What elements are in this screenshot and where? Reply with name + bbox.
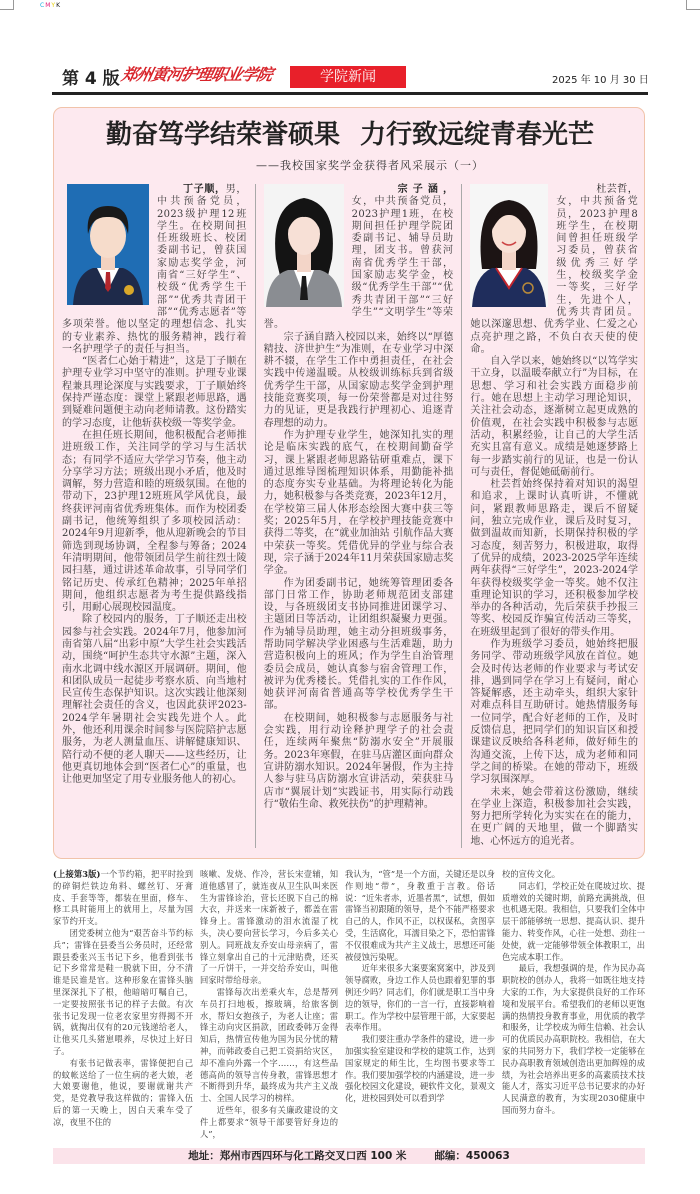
cmyk-c: C [40, 2, 46, 9]
paragraph: 同志们，学校正处在爬坡过坎、提质增效的关键时期，前路充满挑战，但也机遇无限。我相信，只要我们全体中层干部能够统一思想、提高认识、提升能力、转变作风，心往一处想、劲往一处使，就一定能够带领全体教职工，出色完成本职工作。 [502, 880, 645, 962]
student-name-3: 杜芸哲， [596, 184, 638, 195]
footer-address: 地址：郑州市西四环与化工路交叉口西 100 米 [188, 1150, 407, 1163]
paragraph: 我们要注重办学条件的建设，进一步加强实验室建设和学校的建筑工作，达到国家规定的师生比，生均图书要求等工作。我们要加强学校的内涵建设，进一步强化校园文化建设，硬软件文化，景观文化，进校园到处可以看到学 [345, 1034, 495, 1104]
feature-columns [62, 184, 638, 848]
student-name-1: 丁子顺， [183, 184, 226, 195]
feature-title [62, 118, 638, 152]
paragraph: 团党委树立他为“艰苦奋斗节约标兵”；雷锋在县委当公务员时，还经常跟县委张兴玉书记下乡，他看到张书记下乡常常是鞋一脱就下田，分不清谁是民谁是官。这种形象在雷锋头脑里深深扎下了根，他暗暗叮嘱自己，一定要按照张书记的样子去做。有次张书记发现一位老农家里穷得揭不开锅，就掏出仅有的20元钱递给老人，让他买几头猪崽喂养，尽快过上好日子。 [53, 928, 193, 1056]
edition-number: 第 4 版 [62, 69, 120, 89]
paragraph: 除了校园内的服务，丁子顺还走出校园参与社会实践。2024年7月，他参加河南省第八届“出彩中原”大学生社会实践活动，围绕“呵护生态共守水源”主题，深入南水北调中线水源区开展调研。期间，他和团队成员一起徒步考察水质、向当地村民宣传生态保护知识。这次实践让他深刻理解社会责任的含义，也因此获评2023-2024学年暑期社会实践先进个人。此外，他还利用课余时间参与医院陪护志愿服务，为老人测量血压、讲解健康知识、陪行动不便的老人聊天——这些经历，让他更真切地体会到“医者仁心”的重量，也让他更加坚定了用专业服务他人的初心。 [62, 614, 247, 786]
student-intro-text: 男，中共预备党员，2023级护理12班学生。在校期间担任班级班长、校团委副书记，曾获国家励志奖学金，河南省“三好学生”、校级“优秀学生干部”“优秀共青团干部”“优秀志愿者”等多项荣誉。他以坚定的理想信念、扎实的专业素养、热忱的服务精神，践行着一名护理学子的责任与担当。 [62, 184, 247, 355]
paragraph [53, 869, 193, 928]
paragraph: 作为班级学习委员，她始终把服务同学、带动班级学风放在首位。她会及时传达老师的作业要求与考试安排，遇到同学在学习上有疑问，耐心答疑解惑，还主动牵头，组织大家针对难点科目互助研讨。她热情服务每一位同学，配合好老师的工作，及时反馈信息，把同学们的知识盲区和授课建议反映给各科老师，做好师生的沟通交流，上传下达，成为老师和同学之间的桥梁。在她的带动下，班级学习氛围深厚。 [470, 638, 638, 786]
jump-label[interactable]: (上接第3版) [53, 869, 101, 880]
paragraph: 未来，她会带着这份激励，继续在学业上深造，积极参加社会实践，努力把所学转化为实实在在的能力，在更广阔的天地里，做一个脚踏实地、心怀远方的追光者。 [470, 786, 638, 847]
feature-panel [53, 107, 645, 859]
student-name-2: 宗子涵， [397, 184, 454, 195]
paragraph: 作为团委副书记，她统筹管理团委各部门日常工作，协助老师规范团支部建设，与各班级团支书协同推进团课学习、主题团日等活动，让团组织凝聚力更强。作为辅导员助理，她主动分担班级事务，帮助同学解决学业困惑与生活难题，助力营造积极向上的班风；作为学生自治管理委员会成员，她认真参与宿舍管理工作，被评为优秀楼长。凭借扎实的工作作风，她获评河南省普通高等学校优秀学生干部。 [263, 577, 454, 712]
student-photo-3 [470, 184, 548, 307]
feature-subtitle: ——我校国家奖学金获得者风采展示（一） [256, 159, 484, 172]
crop-mark [0, 0, 14, 10]
student-photo-2 [264, 184, 344, 307]
continued-column-2 [200, 869, 338, 1140]
footer-postcode: 邮编：450063 [434, 1150, 510, 1163]
paragraph: 在担任班长期间，他积极配合老师推进班级工作，关注同学的学习与生活状态；有同学不适应大学学习节奏，他主动分享学习方法；班级出现小矛盾，他及时调解，努力营造和睦的班级氛围。在他的带动下，23护理12班班风学风优良，最终获评河南省优秀班集体。而作为校团委副书记，他统筹组织了多项校园活动：2024年9月迎新季，他从迎新晚会的节目筛选到现场协调，全程参与筹备；2024年清明期间，他带领团员学生前往烈士陵园扫墓，通过讲述革命故事，引导同学们铭记历史、传承红色精神；2025年单招期间，他组织志愿者为考生提供路线指引，用耐心展现校园温度。 [62, 429, 247, 614]
paragraph: 校的宣传文化。 [502, 869, 561, 880]
cmyk-m: M [45, 2, 52, 9]
paragraph: “医者仁心始于精进”，这是丁子顺在护理专业学习中坚守的准则。护理专业课程兼具理论深度与实践要求，丁子顺始终保持严谨态度：课堂上紧跟老师思路，遇到疑难问题便主动向老师请教。这份踏实的学习态度，让他斩获校级一等奖学金。 [62, 356, 247, 429]
paragraph: 最后，我想强调的是，作为民办高职院校的创办人，我将一如既往地支持大家的工作，为大家提供良好的工作环境和发展平台。希望我们的老师以更饱满的热情投身教育事业，用优质的教学和服务，让学校成为师生信赖、社会认可的优质民办高职院校。我相信，在大家的共同努力下，我们学校一定能够在民办高职教育领域创造出更加辉煌的成绩，为社会培养出更多的高素质技术技能人才，落实习近平总书记要求的办好人民满意的教育，为实现2030健康中国而努力奋斗。 [502, 963, 645, 1115]
paragraph-text: 一个节约箱，把平时捡到的碎铜烂铁边角料、螺丝钉、牙膏皮、手套等等，都装在里面，修车、修工具时能用上的就用上，尽量为国家节约开支。 [53, 869, 194, 927]
crop-mark [686, 0, 700, 10]
paragraph: 近年来很多大案要案窝案中，涉及到领导腐败，身边工作人员也跟着犯罪的事例还少吗？同志们，你们就是职工当中身边的领导，你们的一言一行，直接影响着职工。作为学校中层管理干部，大家要起表率作用。 [345, 963, 495, 1033]
student-column-3 [470, 184, 638, 848]
paragraph: 自入学以来，她始终以“以笃学实干立身，以温暖奉献立行”为目标，在思想、学习和社会实践方面稳步前行。她在思想上主动学习理论知识，关注社会动态，逐渐树立起更成熟的价值观，在社会实践中积极参与志愿活动，积累经验，让自己的大学生活充实且富有意义。成绩是她逐梦路上每一步踏实前行的见证，也是一份认可与责任，督促她砥砺前行。 [470, 356, 638, 478]
section-label: 学院新闻 [290, 66, 406, 88]
paragraph: 在校期间，她积极参与志愿服务与社会实践，用行动诠释护理学子的社会责任，连续两年聚焦“防溺水安全”开展服务。2023年寒假，在驻马店灌区面向群众宣讲防溺水知识。2024年暑假，作为主持人参与驻马店防溺水宣讲活动，荣获驻马店市“翼展计划”实践证书，用实际行动践行“敬佑生命、救死扶伤”的护理精神。 [263, 712, 454, 810]
continued-column-4 [502, 869, 645, 1117]
cmyk-y: Y [51, 2, 57, 9]
title-part-2: 力行致远绽青春光芒 [360, 120, 595, 150]
student-photo-1 [67, 184, 149, 305]
paragraph: 有张书记做表率，雷锋便把自己的蚊帐送给了一位生病的老大娘，老大娘要谢他，他说，要谢就谢共产党，是党教导我这样做的；雷锋入伍后的第一天晚上，因白天乘车受了凉，夜里不住的 [53, 1057, 193, 1127]
paragraph: 杜芸哲始终保持着对知识的渴望和追求，上课时认真听讲，不懂就问，紧跟教师思路走，课后不留疑问，独立完成作业，课后及时复习，做到温故而知新，长期保持积极的学习态度，刻苦努力，积极进取，取得了优异的成绩，2023-2025学年连续两年获得“三好学生”，2023-2024学年获得校级奖学金一等奖。她不仅注重理论知识的学习，还积极参加学校举办的各种活动，先后荣获手抄报三等奖、校园反诈骗宣传活动三等奖，在班级里起到了很好的带头作用。 [470, 479, 638, 638]
paragraph: 咳嗽、发烧、作冷，营长宋壹辅，知道他感冒了，就连夜从卫生队叫来医生为雷锋诊治，营长还脱下自己的棉大衣，并送来一床新被子，都盖在雷锋身上。雷锋激动的泪水流湿了枕头，决心要向营长学习，今后多关心别人。同班战友乔安山母亲病了，雷锋立刻拿出自己的十元津贴费，还买了一斤饼干，一并交给乔安山，叫他回家时带给母亲。 [200, 869, 338, 986]
continued-column-3 [345, 869, 495, 1105]
issue-date: 2025 年 10 月 30 日 [552, 75, 649, 86]
footer-bar [53, 1148, 645, 1164]
page-body [53, 0, 645, 1194]
continued-article [53, 869, 645, 1140]
student-intro-text: 女，中共预备党员，2023护理1班，在校期间担任护理学院团委副书记、辅导员助理，团支书。曾获河南省优秀学生干部，国家励志奖学金，校级“优秀学生干部”“优秀共青团干部”“三好学生”“文明学生”等荣誉。 [263, 196, 454, 331]
paragraph: 作为护理专业学生，她深知扎实的理论是临床实践的底气，在校期间勤奋学习，课上紧跟老师思路钻研重难点，课下通过思维导图梳理知识体系，用勤能补拙的态度夯实专业基础。为将理论转化为能力，她积极参与各类竞赛，2023年12月，在学校第三届人体形态绘图大赛中获三等奖；2025年5月，在学校护理技能竞赛中获得二等奖，在“就业加油站 引航作品大赛中荣获一等奖。凭借优异的学业与综合表现，宗子涵于2024年11月荣获国家励志奖学金。 [263, 429, 454, 577]
paragraph: 近些年，很多有关廉政建设的文件上都要求“领导干部要管好身边的人”， [200, 1104, 338, 1139]
student-column-2 [264, 184, 454, 848]
paragraph: 雷锋每次出差乘火车，总是帮列车员打扫地板，擦玻璃，给旅客倒水，帮妇女抱孩子，为老人让座；雷锋主动向灾区捐款，团政委韩万金得知后，热情宣传他为国为民分忧的精神，而韩政委自己把工资捐给灾区，却不准向外露一个字……，有这些品德高尚的领导言传身教，雷锋思想才不断得到升华，最终成为共产主义战士、全国人民学习的榜样。 [200, 987, 338, 1104]
title-part-1: 勤奋笃学结荣誉硕果 [105, 120, 340, 150]
paragraph: 宗子涵自踏入校园以来，始终以“厚德精技、济世护生”为准则，在专业学习中深耕不辍，在学生工作中勇担责任，在社会实践中传递温暖。从校级训练标兵到省级优秀学生干部，从国家励志奖学金到护理技能竞赛奖项，每一份荣誉都是对过往努力的见证，更是我践行护理初心、追逐青春理想的动力。 [263, 331, 454, 429]
column-divider [461, 184, 462, 848]
paragraph: 我认为，“管”是一个方面，关键还是以身作则地“带”，身教重于言教。俗话说：“近朱者赤，近墨者黑”，试想，假如雷锋当初跟随的领导，是个不能严格要求自己的人，作风不正，以权谋私，贪图享受，生活腐化，耳濡目染之下，恐怕雷锋不仅很难成为共产主义战士，思想还可能被侵蚀污染呢。 [345, 869, 495, 962]
column-divider [255, 184, 256, 848]
college-logo: 郑州黄河护理职业学院 [119, 65, 274, 84]
student-intro-text: 女，中共预备党员，2023护理8班学生，在校期间曾担任班级学习委员，曾获省级优秀三好学生，校级奖学金一等奖，三好学生，先进个人，优秀共青团员。她以深邃思想、优秀学业、仁爱之心点亮护理之路，不负白衣天使的使命。 [470, 196, 638, 355]
cmyk-k: K [56, 2, 61, 9]
student-column-1 [62, 184, 247, 848]
continued-column-1 [53, 869, 193, 1129]
